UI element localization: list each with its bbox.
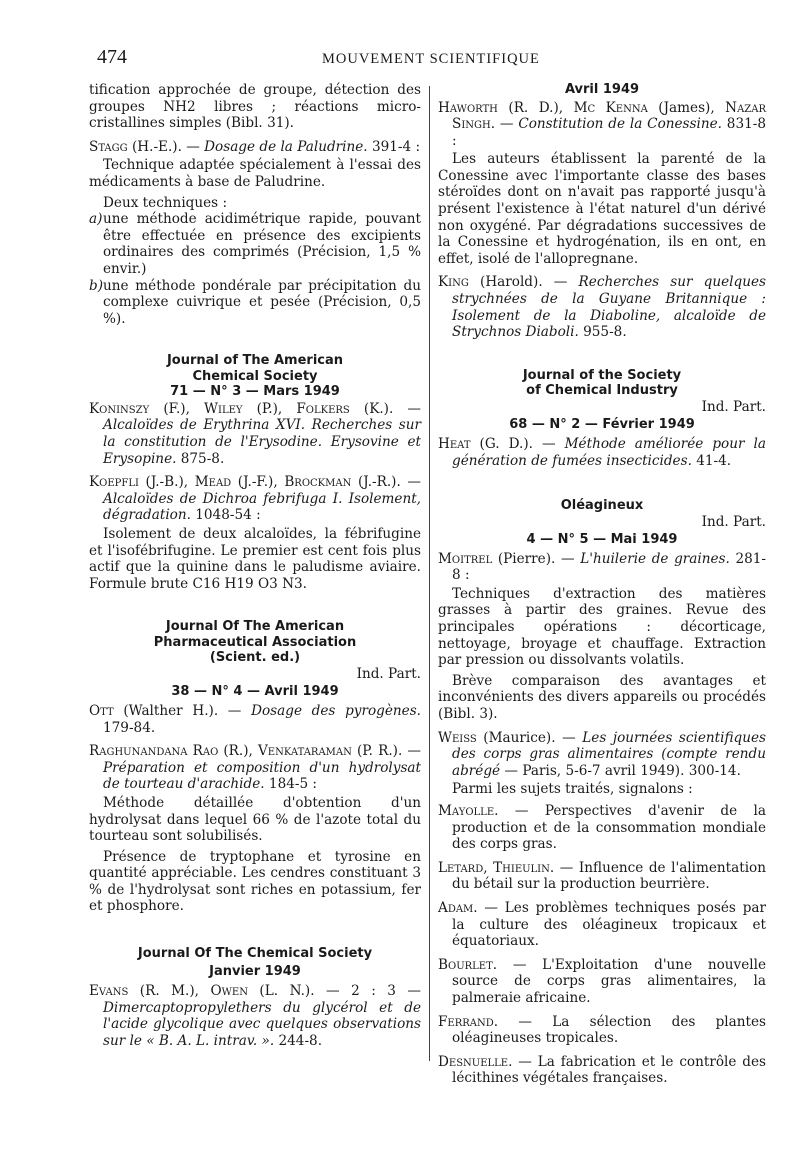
journal-heading: Journal of The American (166, 353, 344, 369)
author-name: Koninszy (89, 400, 150, 417)
page-number: 474 (97, 46, 127, 68)
reference-entry: Koninszy (F.), Wiley (P.), Folkers (K.). — Alcaloïdes de Erythrina XVI. Recherches sur la constitution de l'Erysodine. Erysovine et Erysopine. 875-8. (89, 400, 421, 467)
author-name: Desnuelle (438, 1053, 509, 1070)
journal-heading: (Scient. ed.) (209, 650, 301, 666)
issue-line: 68 — N° 2 — Février 1949 (509, 417, 695, 433)
issue-line: Janvier 1949 (209, 963, 301, 979)
reference-entry: King (Harold). — Recherches sur quelques strychnées de la Guyane Britannique : Isolement de la Diaboline, alcaloïde de Strychnos Diaboli. 955-8. (438, 274, 766, 341)
issue-line: 38 — N° 4 — Avril 1949 (171, 684, 339, 700)
author-name: Ott (89, 702, 114, 719)
article-title: Méthode améliorée pour la génération de fumées insecticides. (452, 435, 766, 469)
abstract-paragraph: Deux techniques : (103, 194, 228, 211)
author-name: Ferrand (438, 1013, 494, 1030)
article-title: Les journées scientifiques des corps gras alimentaires (compte rendu abrégé (452, 729, 766, 779)
journal-heading: Oléagineux (560, 498, 644, 514)
reference-entry: Ott (Walther H.). — Dosage des pyrogènes. 179-84. (89, 702, 421, 736)
page-header (0, 46, 800, 70)
journal-heading: Journal of the Society (522, 367, 682, 383)
left-column (89, 76, 421, 1056)
author-name: Heat (438, 435, 471, 452)
paragraph: tification approchée de groupe, détection des groupes NH2 libres ; réactions micro-cristallines simples (Bibl. 31). (89, 82, 421, 132)
issue-line: 4 — N° 5 — Mai 1949 (526, 532, 678, 548)
article-title: Alcaloïdes de Dichroa febrifuga I. Isolement, dégradation. (103, 490, 421, 524)
author-name: Koepfli (89, 474, 139, 491)
sub-entry: Bourlet. — L'Exploitation d'une nouvelle source de corps gras alimentaires, la palmeraie africaine. (438, 956, 766, 1006)
journal-heading: Pharmaceutical Association (153, 634, 357, 650)
author-name: Venkataraman (257, 743, 352, 760)
sub-entry: Letard, Thieulin. — Influence de l'alimentation du bétail sur la production beurrière. (438, 859, 766, 893)
sub-entry: Desnuelle. — La fabrication et le contrôle des lécithines végétales françaises. (438, 1053, 766, 1087)
author-name: Stagg (89, 138, 128, 155)
reference-entry: Haworth (R. D.), Mc Kenna (James), Nazar Singh. — Constitution de la Conessine. 831-8 : (438, 99, 766, 149)
abstract-paragraph: Méthode détaillée d'obtention d'un hydrolysat dans lequel 66 % de l'azote total du tourteau sont solubilisés. (89, 794, 421, 845)
reference-entry: Stagg (H.-E.). — Dosage de la Paludrine. 391-4 : (89, 138, 421, 155)
article-title: Préparation et composition d'un hydrolysat de tourteau d'arachide. (103, 759, 421, 793)
abstract-paragraph: Parmi les sujets traités, signalons : (452, 781, 693, 798)
journal-heading: of Chemical Industry (526, 383, 678, 399)
author-name: Mayolle (438, 803, 495, 819)
running-title: MOUVEMENT SCIENTIFIQUE (322, 51, 540, 67)
reference-entry: Moitrel (Pierre). — L'huilerie de graines. 281-8 : (438, 550, 766, 584)
reference-entry: Weiss (Maurice). — Les journées scientifiques des corps gras alimentaires (compte rendu abrégé — Paris, 5-6-7 avril 1949). 300-14. (438, 729, 766, 779)
journal-heading: Journal Of The Chemical Society (137, 946, 373, 962)
reference-entry: Heat (G. D.). — Méthode améliorée pour la génération de fumées insecticides. 41-4. (438, 435, 766, 469)
author-name: Weiss (438, 729, 477, 746)
author-name: Moitrel (438, 550, 493, 567)
author-name: Owen (210, 983, 248, 1000)
author-name: Adam (438, 899, 474, 916)
author-name: Evans (89, 983, 129, 1000)
issue-line: Avril 1949 (564, 82, 640, 97)
journal-heading: Chemical Society (192, 368, 318, 384)
abstract-paragraph: Présence de tryptophane et tyrosine en quantité appréciable. Les cendres constituant 3 % de l'hydrolysat sont riches en potassium, fer et phosphore. (89, 848, 421, 915)
author-name: Raghunandana Rao (89, 743, 219, 760)
column-rule (429, 86, 430, 1061)
article-title: Dimercaptopropylethers du glycérol et de l'acide glycolique avec quelques observations sur le « B. A. L. intrav. ». (103, 999, 421, 1049)
abstract-paragraph: Techniques d'extraction des matières grasses à partir des graines. Revue des principales opérations : décorticage, nettoyage, broyage et chauffage. Extraction par pression ou dissolvants volatils. (438, 585, 766, 669)
journal-heading: Journal Of The American (165, 619, 345, 635)
author-name: King (438, 274, 469, 291)
abstract-paragraph: Brève comparaison des avantages et inconvénients des divers appareils ou procédés (Bibl. 3). (438, 672, 766, 723)
article-title: Constitution de la Conessine. (518, 116, 722, 133)
author-name: Bourlet (438, 956, 493, 973)
right-column (438, 76, 766, 1094)
article-title: Alcaloïdes de Erythrina XVI. Recherches sur la constitution de l'Erysodine. Erysovine et Erysopine. (103, 417, 421, 467)
list-item: a) une méthode acidimétrique rapide, pouvant être effectuée en présence des excipients ordinaires des comprimés (Précision, 1,5 % envir.) (89, 211, 421, 277)
abstract-paragraph: Les auteurs établissent la parenté de la Conessine avec l'importante classe des bases stéroïdes dont on n'avait pas rapporté jusqu'à présent l'existence à l'état naturel d'un dérivé non oxygéné. Par dégradations successives de la Conessine et hydrogénation, ils en ont, en effet, isolé de l'allopregnane. (438, 151, 766, 267)
article-title: Dosage des pyrogènes. (251, 702, 421, 719)
sub-entry: Adam. — Les problèmes techniques posés par la culture des oléagineux tropicaux et équatoriaux. (438, 899, 766, 950)
author-name: Mc Kenna (573, 99, 648, 116)
sub-entry: Mayolle. — Perspectives d'avenir de la production et de la consommation mondiale des corps gras. (438, 803, 766, 853)
author-name: Letard, Thieulin (438, 859, 550, 876)
reference-entry: Raghunandana Rao (R.), Venkataraman (P. R.). — Préparation et composition d'un hydrolysat de tourteau d'arachide. 184-5 : (89, 743, 421, 793)
section-part: Ind. Part. (701, 398, 766, 415)
sub-entry: Ferrand. — La sélection des plantes oléagineuses tropicales. (438, 1013, 766, 1047)
abstract-paragraph: Technique adaptée spécialement à l'essai des médicaments à base de Paludrine. (89, 157, 421, 190)
author-name: Mead (194, 474, 232, 491)
article-title: L'huilerie de graines. (580, 550, 730, 567)
author-name: Wiley (204, 400, 243, 417)
author-name: Haworth (438, 99, 498, 116)
article-title: Dosage de la Paludrine. (204, 138, 368, 155)
issue-line: 71 — N° 3 — Mars 1949 (170, 384, 340, 400)
section-part: Ind. Part. (356, 665, 421, 682)
author-name: Brockman (284, 474, 352, 491)
article-title: Recherches sur quelques strychnées de la Guyane Britannique : Isolement de la Diaboline, alcaloïde de Strychnos Diaboli. (452, 274, 766, 341)
list-item: b) une méthode pondérale par précipitation du complexe cuivrique et pesée (Précision, 0,5 %). (89, 277, 421, 327)
abstract-paragraph: Isolement de deux alcaloïdes, la fébrifugine et l'isofébrifugine. Le premier est cent fois plus actif que la quinine dans le paludisme aviaire. Formule brute C16 H19 O3 N3. (89, 525, 421, 592)
reference-entry: Koepfli (J.-B.), Mead (J.-F.), Brockman (J.-R.). — Alcaloïdes de Dichroa febrifuga I. Isolement, dégradation. 1048-54 : (89, 474, 422, 524)
author-name: Nazar Singh (452, 99, 766, 133)
author-name: Folkers (296, 400, 350, 417)
section-part: Ind. Part. (701, 513, 766, 530)
reference-entry: Evans (R. M.), Owen (L. N.). — 2 : 3 — Dimercaptopropylethers du glycérol et de l'acide glycolique avec quelques observations sur le « B. A. L. intrav. ». 244-8. (89, 983, 422, 1049)
